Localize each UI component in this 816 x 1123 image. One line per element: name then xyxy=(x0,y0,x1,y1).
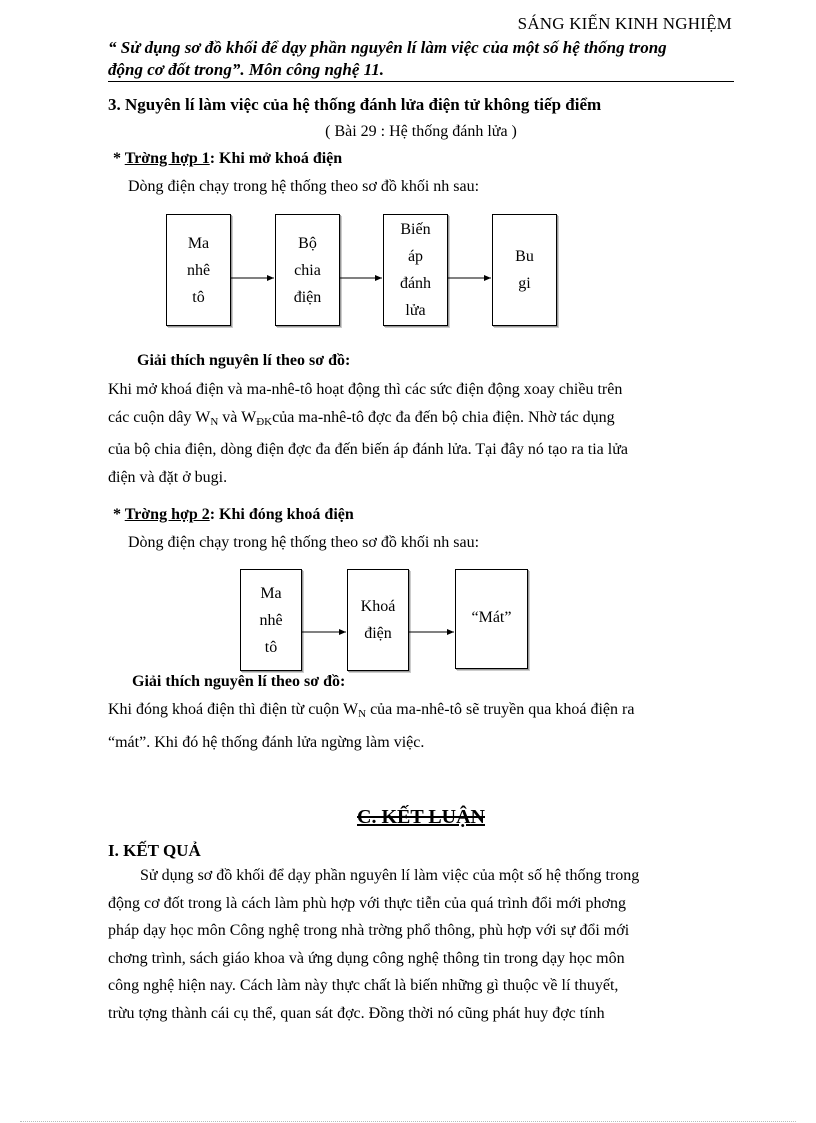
case1-explain-line: Khi mở khoá điện và ma-nhê-tô hoạt động thì các sức điện động xoay chiều trên xyxy=(108,381,623,398)
diagram2-box-magneto-line: tô xyxy=(264,638,278,656)
results-heading: I. KẾT QUẢ xyxy=(108,841,201,860)
conclusion-title: C. KẾT LUẬN xyxy=(357,806,485,828)
diagram1-box-spark-plug-line: gi xyxy=(518,275,531,292)
results-paragraph xyxy=(108,862,734,1027)
case2-explain-heading: Giải thích nguyên lí theo sơ đồ: xyxy=(132,673,346,690)
results-line: động cơ đốt trong là cách làm phù hợp với thực tiễn của quá trình đổi mới phơng xyxy=(108,894,626,912)
case2-explain-line xyxy=(108,696,734,729)
diagram1-box-magneto-line: nhê xyxy=(186,261,211,279)
case2-explain-paragraph xyxy=(108,696,734,756)
diagram1-box-ignition-coil-line: áp xyxy=(407,248,424,265)
diagram1-box-magneto-line: Ma xyxy=(187,234,210,252)
results-line: công nghệ hiện nay. Cách làm này thực chất là biến những gì thuộc về lí thuyết, xyxy=(108,977,619,994)
case2-label: Trờng hợp 2 xyxy=(124,506,210,523)
page-footer-rule xyxy=(20,1121,796,1122)
results-line: chơng trình, sách giáo khoa và ứng dụng công nghệ thông tin trong dạy học môn xyxy=(108,949,625,967)
case2-explain-line: “mát”. Khi đó hệ thống đánh lửa ngừng làm việc. xyxy=(108,733,425,751)
diagram1-box-magneto-line: tô xyxy=(192,288,205,306)
diagram2-box-switch-line: điện xyxy=(364,625,392,642)
diagram1-box-distributor-line: chia xyxy=(294,261,321,279)
section-heading: 3. Nguyên lí làm việc của hệ thống đánh lửa điện tử không tiếp điểm xyxy=(108,95,602,114)
diagram1-box-ignition-coil-line: đánh xyxy=(399,275,432,292)
case1-explain-sub: ĐK xyxy=(256,415,273,428)
case1-intro: Dòng điện chạy trong hệ thống theo sơ đồ khối nh sau: xyxy=(128,178,480,195)
document-title-line2: động cơ đốt trong”. Môn công nghệ 11. xyxy=(108,60,384,79)
diagram1-box-distributor-line: Bộ xyxy=(298,234,317,252)
section-subtitle: ( Bài 29 : Hệ thống đánh lửa ) xyxy=(325,123,517,140)
results-line: pháp dạy học môn Công nghệ trong nhà trờng phổ thông, phù hợp với sự đổi mới xyxy=(108,922,630,939)
diagram2-box-ground-line: “Mát” xyxy=(471,609,512,626)
case2-explain-seg: Khi đóng khoá điện thì điện từ cuộn W xyxy=(108,701,359,718)
case1-explain-sub: N xyxy=(210,415,219,428)
diagram1-box-distributor-line: điện xyxy=(293,288,322,306)
case1-explain-line: điện và đặt ở bugi. xyxy=(108,468,228,486)
case2-explain-seg: của ma-nhê-tô sẽ truyền qua khoá điện ra xyxy=(366,701,635,718)
results-line: trừu tợng thành cái cụ thể, quan sát đợc. Đồng thời nó cũng phát huy đợc tính xyxy=(108,1004,605,1022)
results-line: Sử dụng sơ đồ khối để dạy phần nguyên lí làm việc của một số hệ thống trong xyxy=(140,867,640,884)
case1-explain-seg: và W xyxy=(218,408,257,426)
diagram1-box-spark-plug-line: Bu xyxy=(515,248,534,265)
diagram2-box-magneto-line: nhê xyxy=(259,611,283,629)
diagram1-box-ignition-coil-line: lửa xyxy=(405,302,426,319)
case1-rest: : Khi mở khoá điện xyxy=(209,150,343,167)
diagram1-box-ignition-coil-line: Biến xyxy=(400,221,431,238)
case1-label: Trờng hợp 1 xyxy=(124,150,210,167)
diagram2-box-switch-line: Khoá xyxy=(360,598,396,615)
case2-intro: Dòng điện chạy trong hệ thống theo sơ đồ khối nh sau: xyxy=(128,534,480,551)
document-title-line1: “ Sử dụng sơ đồ khối để dạy phần nguyên lí làm việc của một số hệ thống trong xyxy=(108,38,667,57)
case1-star: * xyxy=(113,150,125,167)
case1-explain-line: của bộ chia điện, dòng điện đợc đa đến biến áp đánh lửa. Tại đây nó tạo ra tia lửa xyxy=(108,441,628,458)
case1-explain-heading: Giải thích nguyên lí theo sơ đồ: xyxy=(137,352,351,369)
case2-explain-sub: N xyxy=(358,708,367,720)
case2-star: * xyxy=(113,506,125,523)
case1-explain-seg: các cuộn dây W xyxy=(108,408,211,426)
case2-rest: : Khi đóng khoá điện xyxy=(209,506,354,523)
diagram2-box-magneto-line: Ma xyxy=(260,584,282,602)
header-label: SÁNG KIẾN KINH NGHIỆM xyxy=(517,14,732,33)
case1-explain-seg: của ma-nhê-tô đợc đa đến bộ chia điện. Nhờ tác dụng xyxy=(272,408,615,426)
